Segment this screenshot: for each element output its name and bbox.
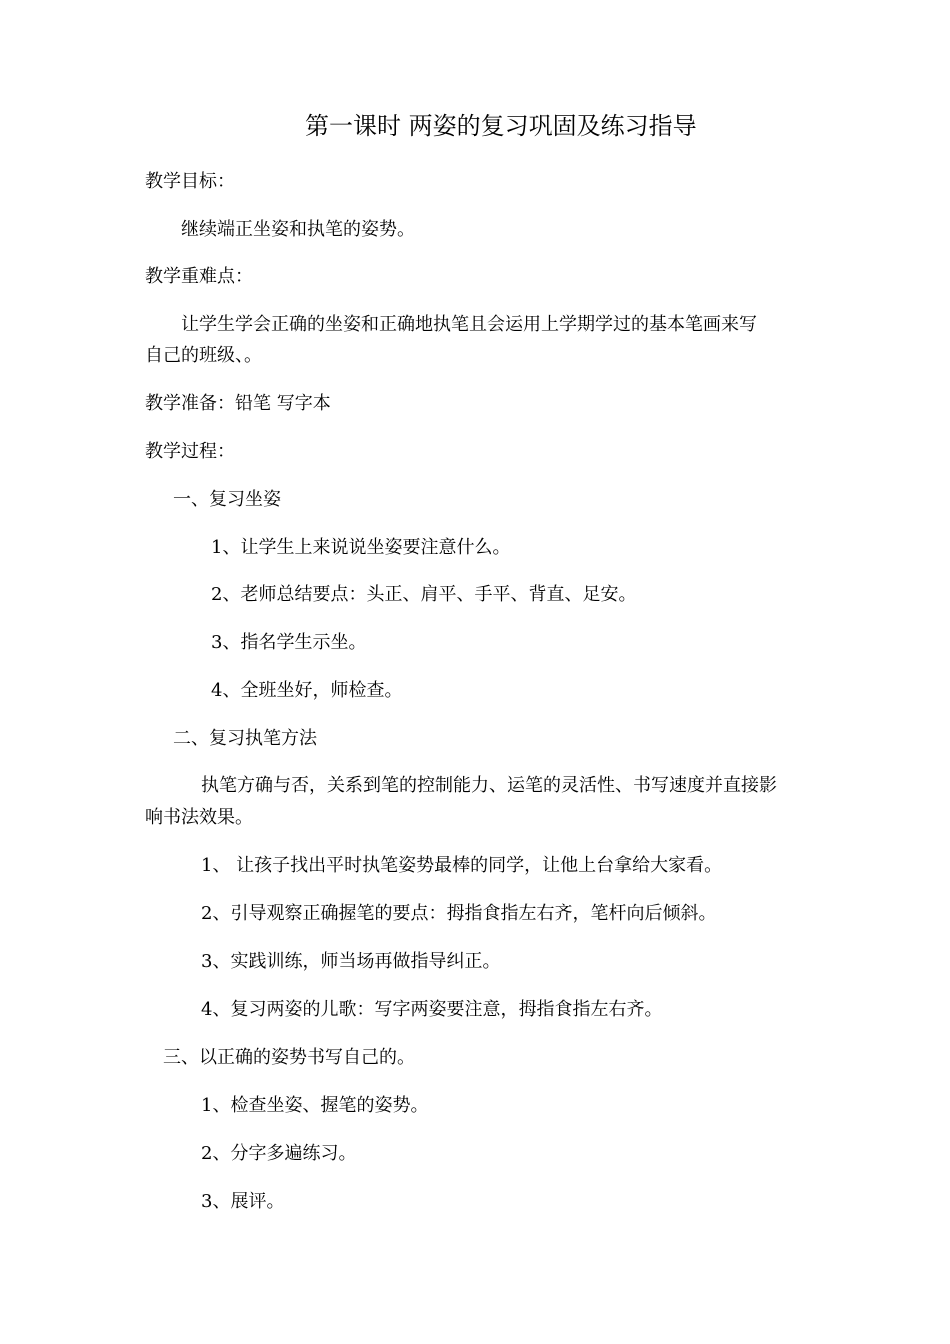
section2-intro-line2: 响书法效果。	[145, 807, 253, 828]
section2-item: 3、实践训练，师当场再做指导纠正。	[201, 951, 501, 972]
section1-item: 2、老师总结要点：头正、肩平、手平、背直、足安。	[211, 584, 637, 605]
section2-item: 2、引导观察正确握笔的要点：拇指食指左右齐，笔杆向后倾斜。	[201, 903, 717, 924]
preparation-line: 教学准备：铅笔 写字本	[145, 393, 331, 414]
section2-heading: 二、复习执笔方法	[173, 728, 317, 749]
section1-heading: 一、复习坐姿	[173, 489, 281, 510]
section3-item: 2、分字多遍练习。	[201, 1143, 357, 1164]
section3-heading: 三、以正确的姿势书写自己的。	[163, 1047, 415, 1068]
section1-item: 4、全班坐好，师检查。	[211, 680, 403, 701]
section2-item: 1、 让孩子找出平时执笔姿势最棒的同学，让他上台拿给大家看。	[201, 855, 723, 876]
section2-intro-line1: 执笔方确与否，关系到笔的控制能力、运笔的灵活性、书写速度并直接影	[201, 775, 777, 796]
key-points-heading: 教学重难点：	[145, 266, 253, 287]
objectives-heading: 教学目标：	[145, 171, 235, 192]
key-points-text-line2: 自己的班级、。	[145, 345, 262, 366]
process-heading: 教学过程：	[145, 441, 235, 462]
section3-item: 1、检查坐姿、握笔的姿势。	[201, 1095, 429, 1116]
key-points-text-line1: 让学生学会正确的坐姿和正确地执笔且会运用上学期学过的基本笔画来写	[181, 314, 757, 335]
page-title: 第一课时 两姿的复习巩固及练习指导	[305, 112, 697, 140]
section1-item: 3、指名学生示坐。	[211, 632, 367, 653]
section3-item: 3、展评。	[201, 1191, 285, 1212]
objectives-text: 继续端正坐姿和执笔的姿势。	[181, 219, 415, 240]
section2-item: 4、复习两姿的儿歌：写字两姿要注意，拇指食指左右齐。	[201, 999, 663, 1020]
section1-item: 1、让学生上来说说坐姿要注意什么。	[211, 537, 511, 558]
